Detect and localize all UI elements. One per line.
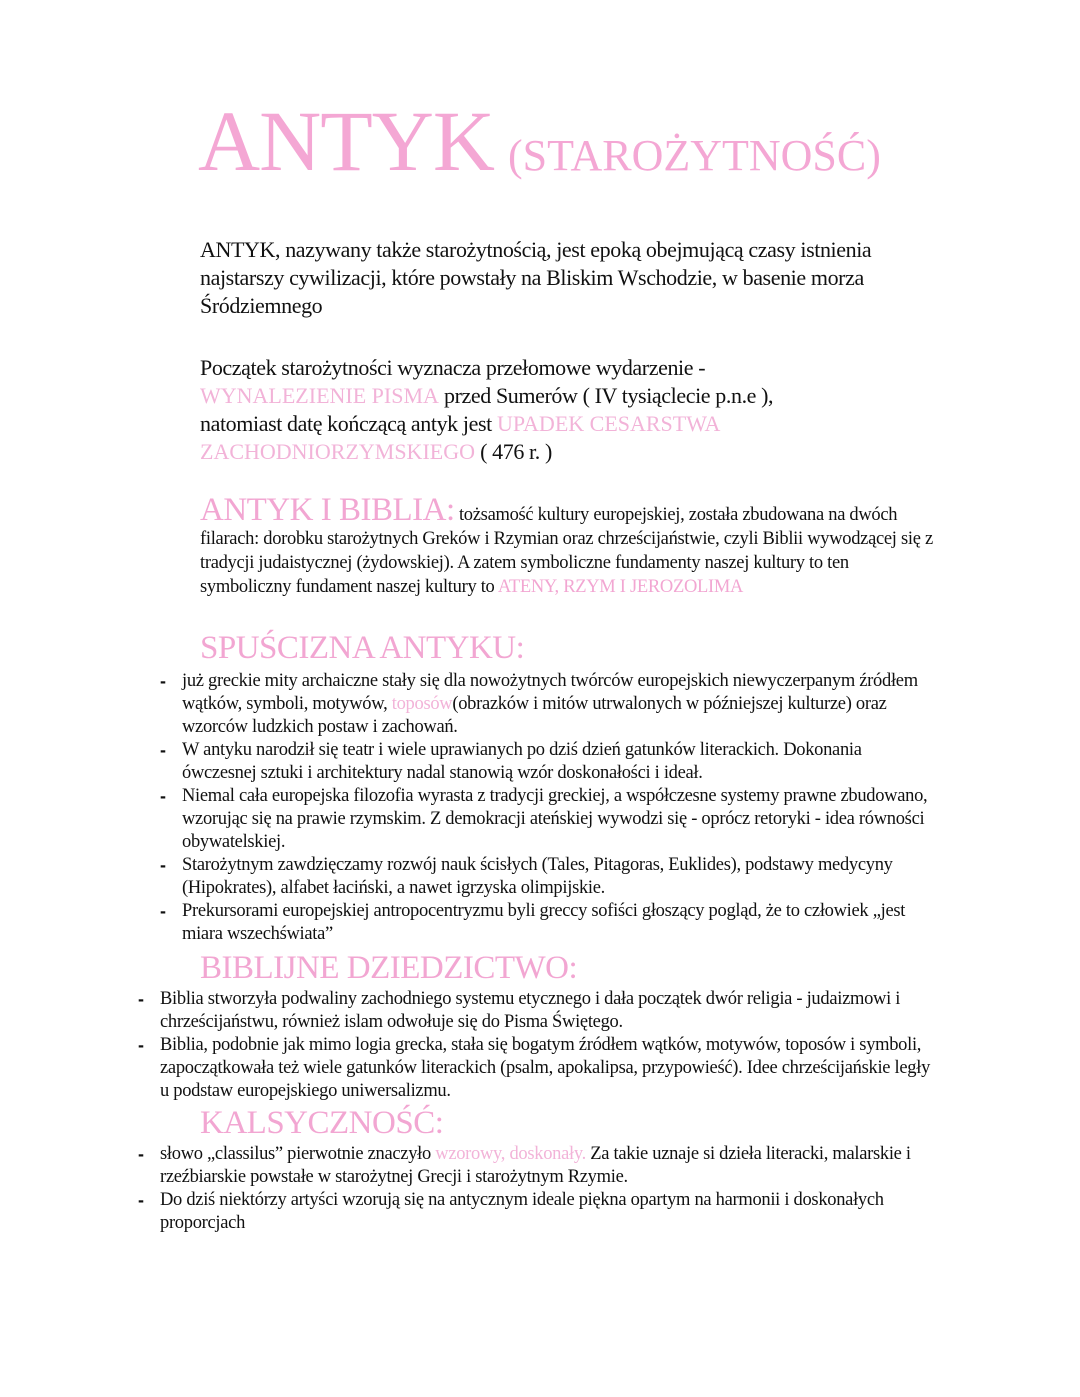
bullet-dash-icon: - <box>160 671 166 691</box>
biblijne-list <box>138 988 943 1103</box>
list-item-text: Niemal cała europejska filozofia wyrasta z tradycji greckiej, a współczesne systemy prawne zbudowano, wzorując się na prawie rzymskim. Z demokracji ateńskiej wywodzi się - oprócz retoryki - idea równości obywatelskiej. <box>182 786 928 852</box>
list-item-text: Starożytnym zawdzięczamy rozwój nauk ścisłych (Tales, Pitagoras, Euklides), podstawy medycyny (Hipokrates), alfabet łaciński, a nawet igrzyska olimpijskie. <box>182 855 893 898</box>
list-item <box>160 854 930 900</box>
highlight-toposow: toposów <box>391 694 453 714</box>
section-heading-biblijne: BIBLIJNE DZIEDZICTWO: <box>200 950 578 986</box>
spuscizna-list <box>160 670 930 946</box>
bullet-dash-icon: - <box>160 740 166 760</box>
list-item-text: Do dziś niektórzy artyści wzorują się na antycznym ideale piękna opartym na harmonii i doskonałych proporcjach <box>160 1190 884 1233</box>
beginning-text-3: ( 476 r. ) <box>475 439 552 464</box>
list-item-text: Za takie uznaje si dzieła literacki, malarskie i rzeźbiarskie powstałe w starożytnej Grecji i starożytnym Rzymie. <box>160 1144 911 1187</box>
list-item-text: słowo „classilus” pierwotnie znaczyło <box>160 1144 436 1164</box>
list-item-text: Prekursorami europejskiej antropocentryzmu byli greccy sofiści głoszący pogląd, że to człowiek „jest miara wszechświata” <box>182 901 906 944</box>
list-item <box>160 900 930 946</box>
intro-paragraph: ANTYK, nazywany także starożytnością, jest epoką obejmującą czasy istnienia najstarszy cywilizacji, które powstały na Bliskim Wschodzie, w basenie morza Śródziemnego <box>200 237 872 318</box>
list-item-text: już greckie mity archaiczne stały się dla nowożytnych twórców europejskich niewyczerpanym źródłem wątków, symboli, motywów, <box>182 671 918 714</box>
highlight-fall-of-rome: UPADEK CESARSTWA ZACHODNIORZYMSKIEGO <box>200 411 720 464</box>
list-item <box>160 739 930 785</box>
highlight-atheny-rzym-jerozolima: ATENY, RZYM I JEROZOLIMA <box>497 577 744 597</box>
antyk-biblia-text: tożsamość kultury europejskiej, została zbudowana na dwóch filarach: dorobku starożytnych Greków i Rzymian oraz chrześcijaństwie, czyli Biblii wywodzącej się z tradycji judaistycznej (żydowskiej). A zatem symboliczne fundamenty naszej kultury to ten symboliczny fundament naszej kultury to <box>200 505 933 597</box>
highlight-wzorowy-doskonaly: wzorowy, doskonały. <box>435 1144 586 1164</box>
title-subtitle: (STAROŻYTNOŚĆ) <box>507 131 881 180</box>
bullet-dash-icon: - <box>138 1035 144 1055</box>
highlight-writing-invention: WYNALEZIENIE PISMA <box>200 383 439 408</box>
bullet-dash-icon: - <box>160 901 166 921</box>
list-item-text: Biblia, podobnie jak mimo logia grecka, stała się bogatym źródłem wątków, motywów, toposów i symboli, zapoczątkowała też wiele gatunków literackich (psalm, apokalipsa, przypowieść). Idee chrześcijańskie legły u podstaw europejskiego uniwersalizmu. <box>160 1035 931 1101</box>
list-item <box>160 785 930 854</box>
antyk-biblia-section <box>200 492 940 599</box>
bullet-dash-icon: - <box>138 989 144 1009</box>
bullet-dash-icon: - <box>160 855 166 875</box>
list-item <box>160 670 930 739</box>
list-item <box>138 1189 928 1235</box>
bullet-dash-icon: - <box>138 1144 144 1164</box>
section-heading-klasycznosc: KALSYCZNOŚĆ: <box>200 1105 444 1141</box>
title-main: ANTYK <box>198 93 494 189</box>
bullet-dash-icon: - <box>160 786 166 806</box>
list-item-text: (obrazków i mitów utrwalonych w późniejszej kulturze) oraz wzorców ludzkich postaw i zachowań. <box>182 694 887 737</box>
page-title <box>198 93 881 189</box>
bullet-dash-icon: - <box>138 1190 144 1210</box>
list-item <box>138 1143 928 1189</box>
list-item <box>138 1034 943 1103</box>
klasycznosc-list <box>138 1143 928 1235</box>
list-item-text: W antyku narodził się teatr i wiele uprawianych po dziś dzień gatunków literackich. Dokonania ówczesnej sztuki i architektury nadal stanowią wzór doskonałości i ideał. <box>182 740 862 783</box>
beginning-text-1: Początek starożytności wyznacza przełomowe wydarzenie - <box>200 355 706 380</box>
beginning-text-2: przed Sumerów ( IV tysiąclecie p.n.e ), natomiast datę kończącą antyk jest <box>200 383 774 436</box>
section-heading-spuscizna: SPUŚCIZNA ANTYKU: <box>200 630 525 666</box>
beginning-paragraph <box>200 354 840 466</box>
list-item-text: Biblia stworzyła podwaliny zachodniego systemu etycznego i dała początek dwór religia - judaizmowi i chrześcijaństwu, również islam odwołuje się do Pisma Świętego. <box>160 989 901 1032</box>
list-item <box>138 988 943 1034</box>
section-heading-antyk-biblia: ANTYK I BIBLIA: <box>200 492 455 528</box>
